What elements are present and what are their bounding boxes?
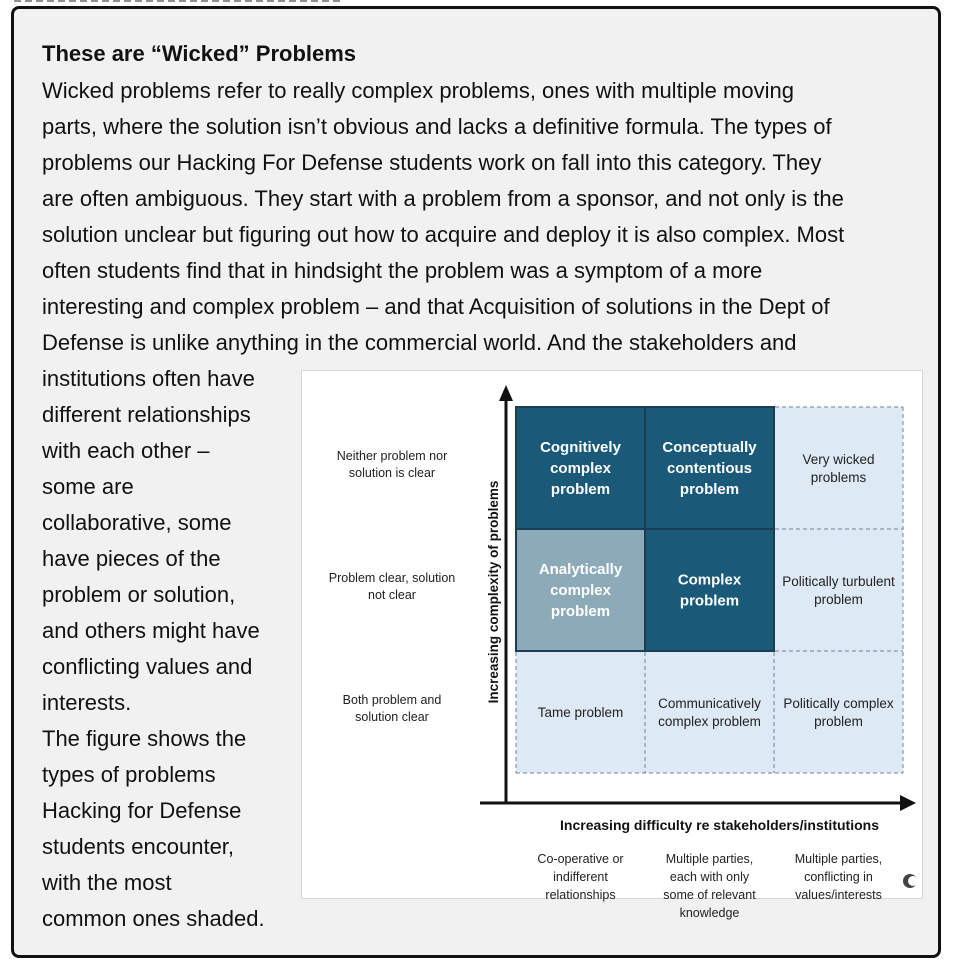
- matrix-cell: [774, 407, 903, 529]
- matrix-cell: [645, 529, 774, 651]
- wrapped-paragraph: [42, 361, 302, 937]
- cell-label: problem: [679, 592, 740, 610]
- column-label: knowledge: [679, 906, 740, 920]
- cell-label: problem: [550, 603, 611, 620]
- x-axis-label: Increasing difficulty re stakeholders/institutions: [560, 817, 879, 833]
- text-line: often students find that in hindsight the problem was a symptom of a more: [42, 258, 763, 283]
- cell-label: Communicatively: [658, 696, 761, 711]
- cell-label: problem: [814, 714, 863, 729]
- cell-label: Cognitively: [540, 439, 621, 456]
- column-label: each with only: [669, 870, 750, 884]
- section-heading: These are “Wicked” Problems: [42, 41, 357, 66]
- cell-label: Complex: [677, 571, 742, 589]
- text-line: solution unclear but figuring out how to acquire and deploy it is also complex. Most: [42, 222, 845, 247]
- cell-label: Very wicked: [802, 452, 875, 467]
- cell-label: problems: [810, 470, 867, 485]
- text-line: The figure shows the: [42, 726, 247, 751]
- row-label: Neither problem nor: [336, 449, 448, 463]
- text-line: have pieces of the: [42, 546, 221, 571]
- matrix-cell: [774, 651, 903, 773]
- column-label: indifferent: [553, 870, 608, 884]
- row-label: not clear: [368, 588, 416, 602]
- column-label: Co-operative or: [537, 852, 624, 866]
- row-label: solution clear: [355, 710, 429, 724]
- text-line: Hacking for Defense: [42, 798, 242, 823]
- cropped-text-fragment: [14, 0, 344, 2]
- column-label: values/interests: [795, 888, 882, 902]
- text-line: types of problems: [42, 762, 216, 787]
- cell-label: complex: [550, 582, 611, 599]
- cell-label: Politically turbulent: [782, 574, 895, 589]
- cell-label: Analytically: [538, 561, 623, 578]
- row-label: Problem clear, solution: [328, 571, 456, 585]
- cell-label: Politically complex: [783, 696, 894, 711]
- text-line: Wicked problems refer to really complex problems, ones with multiple moving: [42, 78, 794, 103]
- intro-paragraph: [42, 73, 922, 361]
- text-line: collaborative, some: [42, 510, 232, 535]
- cell-label: complex problem: [658, 714, 761, 729]
- column-label: some of relevant: [663, 888, 756, 902]
- text-line: some are: [42, 474, 134, 499]
- cell-label: Conceptually: [662, 439, 757, 456]
- cell-label: problem: [814, 592, 863, 607]
- text-line: parts, where the solution isn’t obvious and lacks a definitive formula. The types of: [42, 114, 832, 139]
- text-line: with each other –: [42, 438, 210, 463]
- cell-label: problem: [679, 481, 740, 498]
- y-axis-label: Increasing complexity of problems: [486, 480, 501, 704]
- text-line: students encounter,: [42, 834, 235, 859]
- text-line: interesting and complex problem – and that Acquisition of solutions in the Dept of: [42, 294, 830, 319]
- column-label: conflicting in: [804, 870, 873, 884]
- cell-label: complex: [550, 460, 611, 477]
- text-line: different relationships: [42, 402, 251, 427]
- text-line: institutions often have: [42, 366, 255, 391]
- text-line: problem or solution,: [42, 582, 236, 607]
- column-label: Multiple parties,: [665, 852, 754, 866]
- text-line: and others might have: [42, 618, 260, 643]
- row-label: solution is clear: [348, 466, 436, 480]
- matrix-cell: [774, 529, 903, 651]
- text-line: problems our Hacking For Defense students work on fall into this category. They: [42, 150, 822, 175]
- cell-label: Tame problem: [537, 705, 624, 720]
- row-label: Both problem and: [342, 693, 442, 707]
- cell-label: contentious: [667, 460, 752, 477]
- text-line: interests.: [42, 690, 132, 715]
- text-line: common ones shaded.: [42, 906, 265, 931]
- y-axis-arrowhead: [499, 385, 513, 401]
- matrix-cell: [645, 651, 774, 773]
- x-axis-arrowhead: [900, 795, 916, 811]
- corner-mark-icon-cutout: [908, 876, 918, 886]
- text-line: conflicting values and: [42, 654, 253, 679]
- text-line: with the most: [42, 870, 172, 895]
- problem-matrix-diagram: [302, 371, 922, 920]
- cell-label: problem: [550, 481, 611, 498]
- text-line: are often ambiguous. They start with a problem from a sponsor, and not only is the: [42, 186, 844, 211]
- wicked-problems-figure: [301, 370, 923, 920]
- column-label: Multiple parties,: [794, 852, 883, 866]
- text-line: Defense is unlike anything in the commercial world. And the stakeholders and: [42, 330, 797, 355]
- callout-box: [11, 6, 941, 958]
- column-label: relationships: [545, 888, 616, 902]
